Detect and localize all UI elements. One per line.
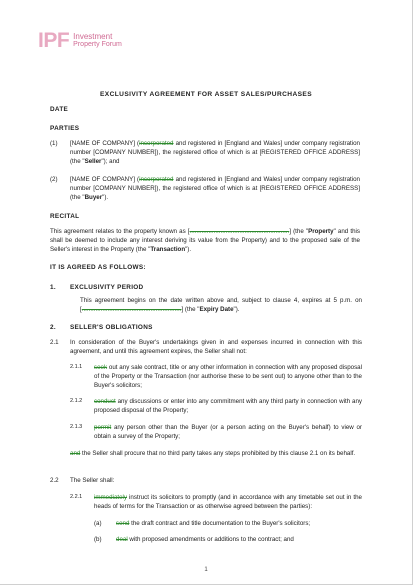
clause-2-1-number: 2.1 (50, 339, 59, 346)
clause-2-2-1-a-body: the draft contract and title documentation to the Buyer's solicitors; (129, 520, 311, 527)
party-2-number: (2) (50, 176, 58, 183)
clause-2-1-1-number: 2.1.1 (70, 364, 83, 370)
recital-heading: RECITAL (50, 213, 80, 220)
recital-blank: .......................................................... (189, 228, 290, 235)
section-1-a: This agreement begins on the date written above and, subject to clause 4, expires at 5 p.m. on [ (80, 297, 362, 313)
party-1-a: [NAME OF COMPANY] ( (70, 140, 140, 147)
recital-transaction: Transaction (150, 245, 186, 253)
section-1-c: "). (233, 305, 240, 313)
party-1-text (70, 140, 360, 166)
clause-2-1-closing-body: the Seller shall procure that no third party takes any steps prohibited by this clause 2.1 on its behalf. (80, 450, 356, 457)
party-1-b: and registered in [England and Wales] under company registration number [COMPANY NUMBER]), the registered office of which is at [REGISTERED OFFICE ADDRESS] (the " (70, 140, 360, 165)
section-1-blank: .......................................................... (81, 305, 182, 313)
clause-2-1-3-text (94, 424, 362, 442)
clause-2-1-text: In consideration of the Buyer's undertakings given in and expenses incurred in connection with this agreement, and until this agreement expires, the Seller shall not: (70, 339, 362, 355)
clause-2-2-1-a-text (116, 520, 362, 529)
clause-2-2-1-a-deleted: send (116, 520, 130, 527)
section-2-heading: SELLER'S OBLIGATIONS (70, 324, 153, 331)
clause-2-2-1-body: instruct its solicitors to promptly (and in accordance with any timetable set out in the heads of terms for the Transaction or as otherwise agreed between the parties): (94, 494, 362, 510)
logo-mark: IPF (38, 29, 70, 52)
clause-2-2-1-b-body: with proposed amendments or additions to the contract; and (127, 536, 294, 543)
clause-2-1-1-deleted: seek (94, 364, 108, 371)
section-1-heading: EXCLUSIVITY PERIOD (70, 284, 144, 291)
document-title: EXCLUSIVITY AGREEMENT FOR ASSET SALES/PURCHASES (100, 91, 312, 98)
recital-d: "). (185, 245, 192, 253)
clause-2-2-1-a-number: (a) (94, 520, 102, 527)
clause-2-1-closing (70, 450, 362, 459)
clause-2-2-1-b-number: (b) (94, 536, 102, 543)
logo-text (73, 33, 122, 49)
section-1-text (80, 297, 362, 315)
party-2-c: "). (102, 193, 109, 201)
party-1-c: "); and (101, 157, 120, 165)
party-1-role: Seller (84, 157, 102, 165)
clause-2-1-2-text (94, 398, 362, 416)
section-1-number: 1. (50, 284, 56, 291)
ipf-logo (38, 26, 122, 56)
party-2-b: and registered in [England and Wales] under company registration number [COMPANY NUMBER]), the registered office of which is at [REGISTERED OFFICE ADDRESS] (the " (70, 176, 360, 201)
date-heading: DATE (50, 106, 69, 113)
page-number: 1 (204, 567, 208, 573)
clause-2-1-2-body: any discussions or enter into any commitment with any third party in connection with any proposed disposal of the Property; (94, 398, 362, 414)
clause-2-1-3-deleted: permit (94, 424, 112, 431)
agreed-heading: IT IS AGREED AS FOLLOWS: (50, 264, 146, 271)
section-1-term: Expiry Date (199, 305, 234, 313)
clause-2-1-2-number: 2.1.2 (70, 398, 83, 404)
recital-property: Property (308, 228, 334, 235)
clause-2-1-2-deleted: conduct (94, 398, 116, 405)
clause-2-2-text: The Seller shall: (70, 477, 115, 484)
party-1-number: (1) (50, 140, 58, 147)
recital-a: This agreement relates to the property known as [ (50, 228, 190, 235)
section-2-number: 2. (50, 324, 56, 331)
clause-2-2-1-deleted: immediately (94, 494, 128, 501)
clause-2-1-3-number: 2.1.3 (70, 424, 83, 430)
clause-2-1-3-body: any person other than the Buyer (or a person acting on the Buyer's behalf) to view or obtain a survey of the Property; (94, 424, 362, 440)
clause-2-1-closing-deleted: and (70, 450, 81, 457)
party-2-role: Buyer (84, 193, 103, 201)
parties-heading: PARTIES (50, 125, 80, 132)
clause-2-1-1-body: out any sale contract, title or any other information in connection with any proposed disposal of the Property or the Transaction (nor authorise these to be sent out) to anyone other than to the Buyer's solicitors; (94, 364, 362, 389)
clause-2-2-1-text (94, 494, 362, 512)
logo-line-2: Property Forum (73, 41, 122, 49)
party-2-deleted: incorporated (139, 176, 174, 183)
party-2-text (70, 176, 360, 202)
recital-c: " and this shall be deemed to include any interest deriving its value from the Property) and to the proposed sale of the Seller's interest in the Property (the " (50, 228, 360, 253)
clause-2-1-1-text (94, 364, 362, 390)
clause-2-2-1-b-text (116, 536, 362, 545)
clause-2-2-number: 2.2 (50, 477, 59, 484)
recital-text (50, 228, 360, 254)
party-2-a: [NAME OF COMPANY] ( (70, 176, 140, 183)
recital-b: ] (the " (289, 228, 309, 235)
party-1-deleted: incorporated (139, 140, 174, 147)
section-1-b: ] (the " (181, 305, 200, 313)
clause-2-2-1-number: 2.2.1 (70, 494, 83, 500)
logo-line-1: Investment (73, 32, 113, 42)
clause-2-2-1-b-deleted: deal (116, 536, 128, 543)
